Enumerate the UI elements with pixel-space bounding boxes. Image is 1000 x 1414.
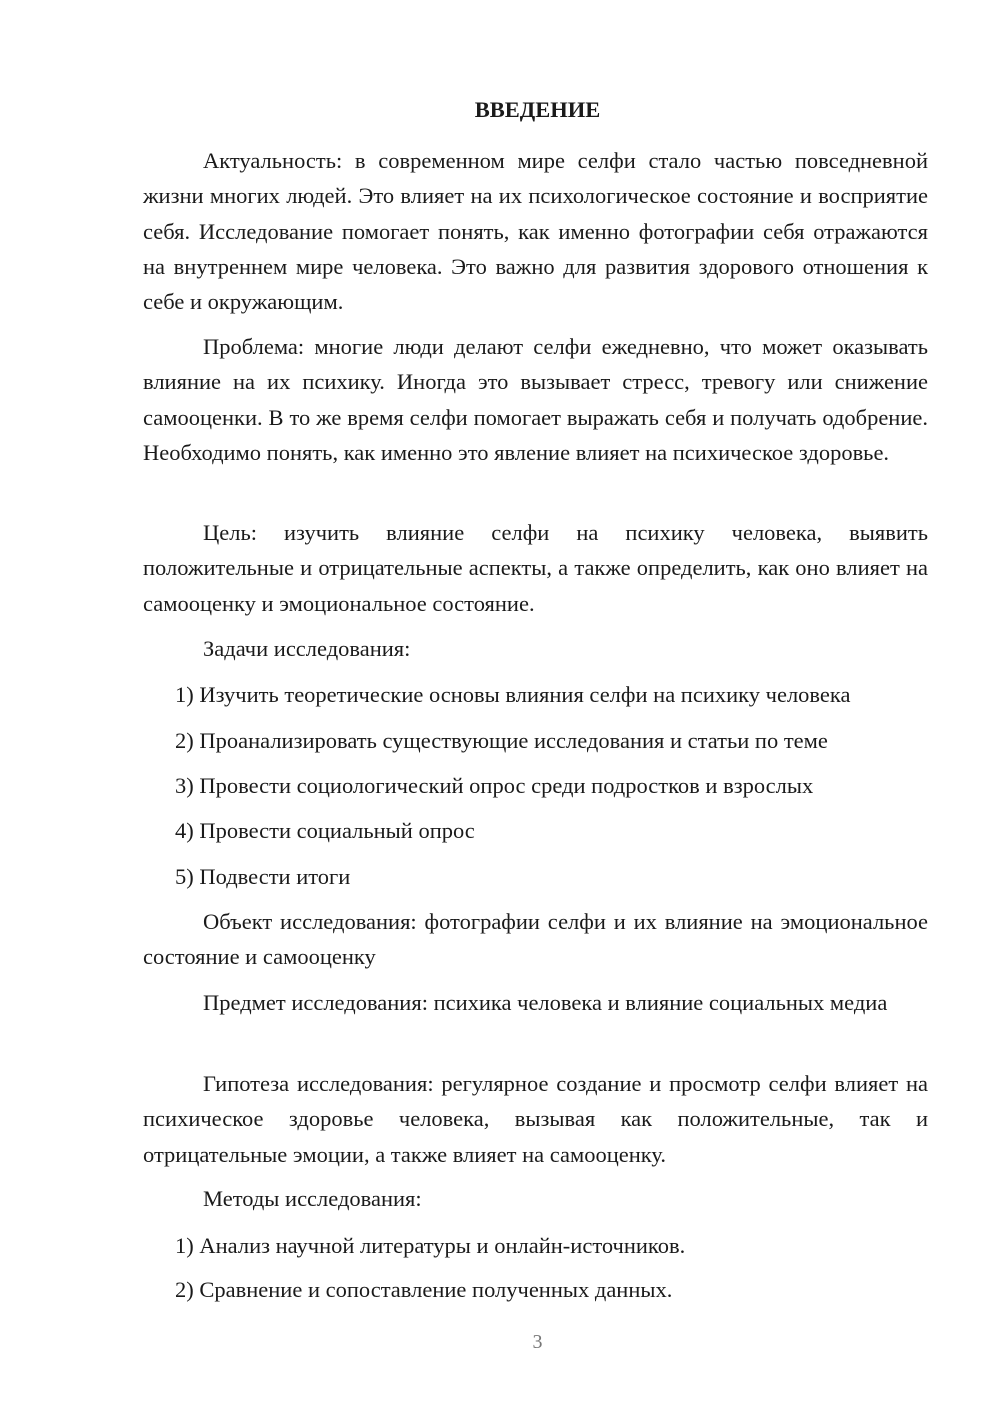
goal-paragraph: Цель: изучить влияние селфи на психику человека, выявить положительные и отрицательные аспекты, а также определить, как оно влияет на самооценку и эмоциональное состояние.: [143, 520, 928, 616]
task-item: 1) Изучить теоретические основы влияния селфи на психику человека: [175, 682, 851, 707]
method-item: 1) Анализ научной литературы и онлайн-источников.: [175, 1233, 686, 1258]
relevance-paragraph: Актуальность: в современном мире селфи стало частью повседневной жизни многих людей. Это влияет на их психологическое состояние и восприятие себя. Исследование помогает понять, как именно фотографии себя отражаются на внутреннем мире человека. Это важно для развития здорового отношения к себе и окружающим.: [143, 148, 928, 315]
task-item: 3) Провести социологический опрос среди подростков и взрослых: [175, 773, 814, 798]
object-paragraph: Объект исследования: фотографии селфи и их влияние на эмоциональное состояние и самооценку: [143, 909, 928, 970]
task-item: 2) Проанализировать существующие исследования и статьи по теме: [175, 728, 828, 753]
problem-paragraph: Проблема: многие люди делают селфи ежедневно, что может оказывать влияние на их психику. Иногда это вызывает стресс, тревогу или снижение самооценки. В то же время селфи помогает выражать себя и получать одобрение. Необходимо понять, как именно это явление влияет на психическое здоровье.: [143, 334, 928, 465]
page-title: ВВЕДЕНИЕ: [474, 97, 601, 122]
methods-heading: Методы исследования:: [203, 1186, 422, 1211]
tasks-heading: Задачи исследования:: [203, 636, 411, 661]
task-item: 5) Подвести итоги: [175, 864, 351, 889]
task-item: 4) Провести социальный опрос: [175, 818, 475, 843]
subject-paragraph: Предмет исследования: психика человека и влияние социальных медиа: [203, 990, 888, 1015]
hypothesis-paragraph: Гипотеза исследования: регулярное создание и просмотр селфи влияет на психическое здоровье человека, вызывая как положительные, так и отрицательные эмоции, а также влияет на самооценку.: [143, 1071, 928, 1167]
method-item: 2) Сравнение и сопоставление полученных данных.: [175, 1277, 673, 1302]
page-number: 3: [532, 1331, 543, 1353]
